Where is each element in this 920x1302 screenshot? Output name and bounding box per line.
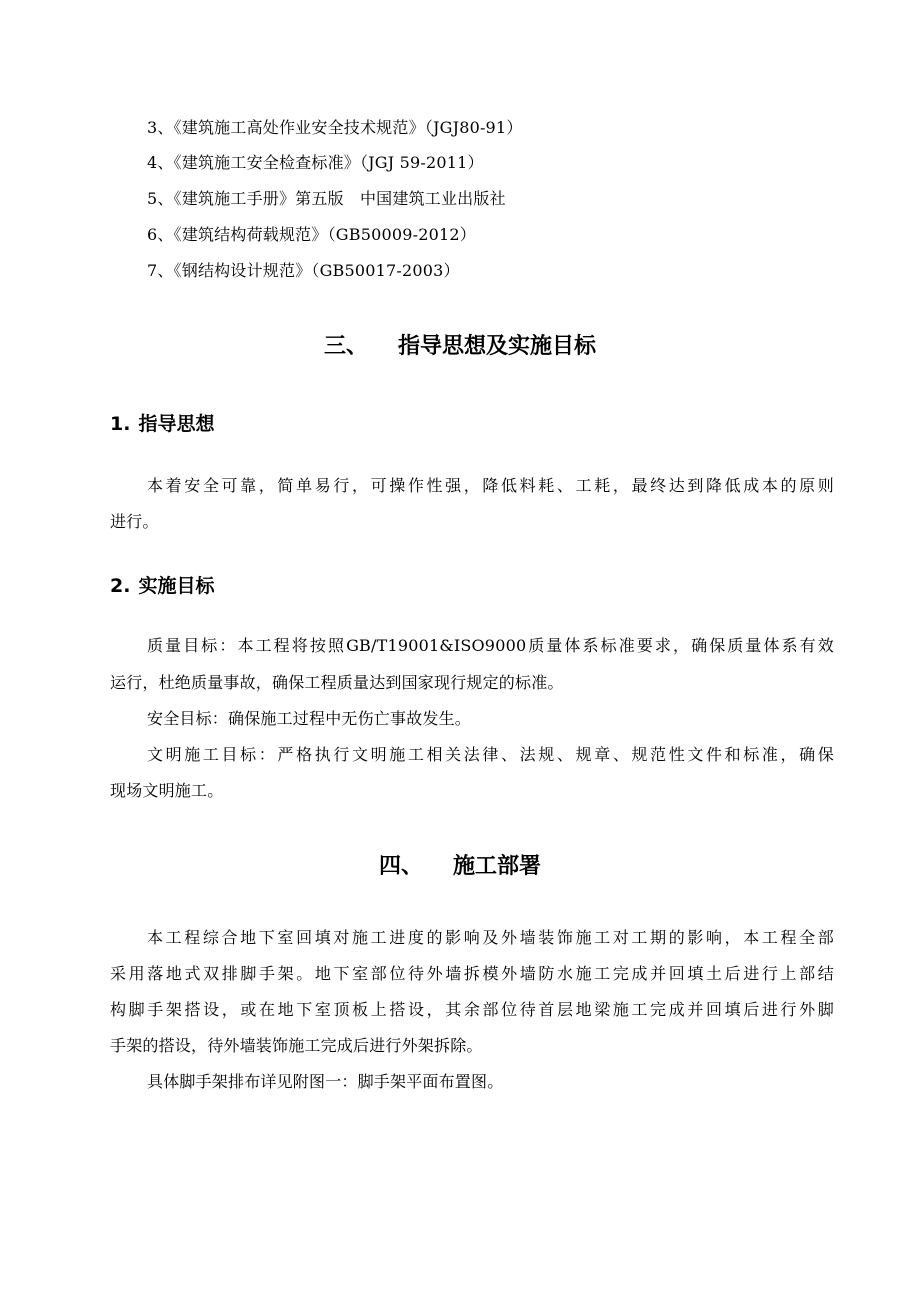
subsection-2-number: 2. [110,575,131,597]
guiding-paragraph-line: 本着安全可靠，简单易行，可操作性强，降低料耗、工耗，最终达到降低成本的原则 [147,476,834,495]
section-3-heading [0,333,920,361]
deployment-paragraph-line: 采用落地式双排脚手架。地下室部位待外墙拆模外墙防水施工完成并回填土后进行上部结 [110,964,834,983]
section-3-title: 指导思想及实施目标 [398,334,597,359]
section-3-number: 三、 [323,334,368,359]
guiding-paragraph-line: 进行。 [110,512,159,531]
subsection-1-title: 指导思想 [138,413,215,435]
subsection-2-heading [110,574,214,598]
reference-item: 7、《钢结构设计规范》（GB50017-2003） [147,261,460,280]
section-4-heading [0,853,920,881]
reference-item: 3、《建筑施工高处作业安全技术规范》（JGJ80-91） [147,118,523,137]
deployment-paragraph-line: 手架的搭设，待外墙装饰施工完成后进行外架拆除。 [110,1036,483,1055]
safety-goal: 安全目标：确保施工过程中无伤亡事故发生。 [147,709,472,728]
section-4-number: 四、 [378,854,423,879]
civilized-goal-line: 文明施工目标：严格执行文明施工相关法律、法规、规章、规范性文件和标准，确保 [147,745,834,764]
subsection-1-number: 1. [110,413,131,435]
subsection-2-title: 实施目标 [138,575,215,597]
reference-item: 6、《建筑结构荷载规范》（GB50009-2012） [147,225,476,244]
deployment-paragraph-line: 构脚手架搭设，或在地下室顶板上搭设，其余部位待首层地梁施工完成并回填后进行外脚 [110,1000,834,1019]
subsection-1-heading [110,412,214,436]
quality-goal-line: 质量目标：本工程将按照GB/T19001&ISO9000质量体系标准要求，确保质量体系有效 [147,636,834,655]
deployment-paragraph-line: 本工程综合地下室回填对施工进度的影响及外墙装饰施工对工期的影响，本工程全部 [147,928,834,947]
layout-note: 具体脚手架排布详见附图一：脚手架平面布置图。 [147,1072,504,1091]
reference-item: 4、《建筑施工安全检查标准》（JGJ 59-2011） [147,153,484,172]
quality-goal-line: 运行，杜绝质量事故，确保工程质量达到国家现行规定的标准。 [110,673,564,692]
section-4-title: 施工部署 [453,854,542,879]
civilized-goal-line: 现场文明施工。 [110,781,224,800]
reference-item: 5、《建筑施工手册》第五版 中国建筑工业出版社 [147,189,506,208]
